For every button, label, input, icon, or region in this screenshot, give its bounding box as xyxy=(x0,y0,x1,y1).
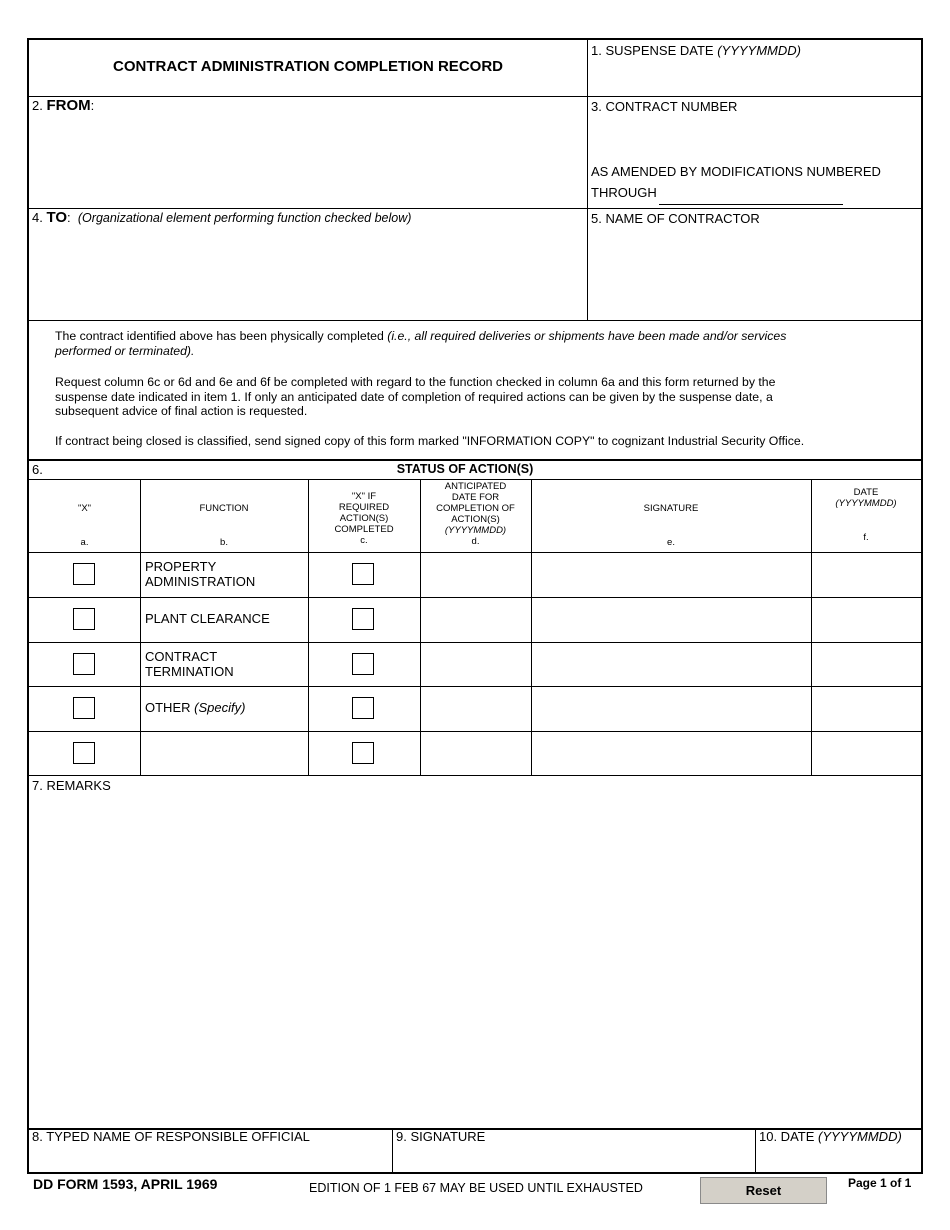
row-1-function-line-2: ADMINISTRATION xyxy=(145,574,256,589)
col-c-header-line-4: COMPLETED xyxy=(334,524,394,535)
form-identifier: DD FORM 1593, APRIL 1969 xyxy=(33,1176,218,1192)
contract-number-field[interactable] xyxy=(588,116,921,160)
amended-by-label: AS AMENDED BY MODIFICATIONS NUMBERED xyxy=(591,164,881,179)
row-1-date-field[interactable] xyxy=(812,553,921,597)
row-2-function-label: PLANT CLEARANCE xyxy=(145,611,270,626)
divider-status-title xyxy=(29,479,921,480)
instruction-paragraph-3: If contract being closed is classified, send signed copy of this form marked "INFORMATION COPY" to cognizant Industrial Security Office. xyxy=(55,434,805,448)
row-1-function-checkbox[interactable] xyxy=(73,563,95,585)
row-1-function-line-1: PROPERTY xyxy=(145,559,217,574)
date-format-hint: (YYYYMMDD) xyxy=(818,1129,902,1144)
divider-row-5 xyxy=(29,775,921,776)
col-f-header-line-2: (YYYYMMDD) xyxy=(835,498,897,509)
remarks-field[interactable] xyxy=(29,796,921,1126)
col-c-header xyxy=(308,491,420,546)
instruction-paragraph-2: Request column 6c or 6d and 6e and 6f be completed with regard to the function checked in column 6a and this form returned by the suspense date indicated in item 1. If only an anticipated date of completion of required actions can be given by the suspense date, a subsequent advice of final action is requested. xyxy=(55,375,776,419)
row-5-function-field[interactable] xyxy=(141,732,308,775)
divider-instructions xyxy=(29,459,921,461)
col-d-header xyxy=(420,481,531,547)
row-4-anticipated-date-field[interactable] xyxy=(421,687,531,731)
row-4-function-checkbox[interactable] xyxy=(73,697,95,719)
row-4-signature-field[interactable] xyxy=(532,687,811,731)
col-e-header: SIGNATURE xyxy=(643,503,699,514)
row-5-date-field[interactable] xyxy=(812,732,921,775)
row-1-completed-checkbox[interactable] xyxy=(352,563,374,585)
col-d-header-line-3: COMPLETION OF xyxy=(436,503,515,514)
contract-number-label: 3. CONTRACT NUMBER xyxy=(591,99,738,114)
col-a-letter: a. xyxy=(80,537,89,548)
date-label xyxy=(759,1129,902,1144)
row-3-function-label xyxy=(145,649,234,679)
instruction-paragraph-1 xyxy=(55,329,815,358)
suspense-date-label-text: 1. SUSPENSE DATE xyxy=(591,43,718,58)
row-2-signature-field[interactable] xyxy=(532,598,811,642)
date-field[interactable] xyxy=(756,1146,921,1174)
official-name-field[interactable] xyxy=(29,1146,392,1174)
row-3-function-checkbox[interactable] xyxy=(73,653,95,675)
instruction-1-italic: (i.e., all required deliveries or shipments have been made and/or services performed or terminated). xyxy=(55,329,787,358)
from-colon: : xyxy=(90,98,95,113)
contractor-name-field[interactable] xyxy=(588,228,921,320)
page-indicator: Page 1 of 1 xyxy=(848,1176,912,1190)
row-3-function-line-1: CONTRACT xyxy=(145,649,218,664)
row-2-function-checkbox[interactable] xyxy=(73,608,95,630)
row-1-function-label xyxy=(145,559,255,589)
suspense-date-field[interactable] xyxy=(588,60,921,96)
suspense-date-format-hint: (YYYYMMDD) xyxy=(717,43,801,58)
col-d-header-line-1: ANTICIPATED xyxy=(444,481,507,492)
row-2-completed-checkbox[interactable] xyxy=(352,608,374,630)
row-3-date-field[interactable] xyxy=(812,643,921,686)
col-f-letter: f. xyxy=(863,532,869,543)
form-title: CONTRACT ADMINISTRATION COMPLETION RECORD xyxy=(113,58,503,75)
col-d-letter: d. xyxy=(471,536,480,547)
col-d-header-line-5: (YYYYMMDD) xyxy=(444,525,507,536)
status-title: STATUS OF ACTION(S) xyxy=(396,462,534,476)
row-5-completed-checkbox[interactable] xyxy=(352,742,374,764)
completion-record-form xyxy=(27,38,923,1174)
from-label xyxy=(32,98,94,113)
edition-note: EDITION OF 1 FEB 67 MAY BE USED UNTIL EXHAUSTED xyxy=(309,1181,643,1195)
col-e-letter: e. xyxy=(667,537,675,548)
col-b-letter: b. xyxy=(220,537,228,548)
row-3-signature-field[interactable] xyxy=(532,643,811,686)
divider-header xyxy=(29,96,921,97)
to-hint: (Organizational element performing function checked below) xyxy=(77,211,412,225)
official-name-label: 8. TYPED NAME OF RESPONSIBLE OFFICIAL xyxy=(32,1129,310,1144)
to-label-text: TO xyxy=(46,209,68,226)
signature-label: 9. SIGNATURE xyxy=(396,1129,486,1144)
col-c-header-line-1: "X" IF xyxy=(351,491,377,502)
row-4-function-text: OTHER xyxy=(145,700,195,715)
to-label xyxy=(32,210,411,226)
row-5-signature-field[interactable] xyxy=(532,732,811,775)
divider-to xyxy=(29,320,921,321)
row-2-date-field[interactable] xyxy=(812,598,921,642)
status-number: 6. xyxy=(32,462,43,477)
date-label-text: 10. DATE xyxy=(759,1129,819,1144)
row-4-completed-checkbox[interactable] xyxy=(352,697,374,719)
col-c-letter: c. xyxy=(360,535,368,546)
signature-field[interactable] xyxy=(393,1146,755,1174)
reset-button[interactable]: Reset xyxy=(700,1177,827,1204)
from-number: 2. xyxy=(32,98,47,113)
suspense-date-label xyxy=(591,43,801,58)
col-a-header: "X" xyxy=(77,503,92,514)
row-3-anticipated-date-field[interactable] xyxy=(421,643,531,686)
through-label: THROUGH xyxy=(591,185,657,200)
col-d-header-line-4: ACTION(S) xyxy=(451,514,500,525)
col-f-header-line-1: DATE xyxy=(853,487,879,498)
instruction-1-text: The contract identified above has been physically completed xyxy=(55,329,388,343)
from-field[interactable] xyxy=(29,116,587,208)
row-1-anticipated-date-field[interactable] xyxy=(421,553,531,597)
col-b-header: FUNCTION xyxy=(199,503,249,514)
remarks-label: 7. REMARKS xyxy=(32,778,111,793)
to-colon: : xyxy=(67,210,71,225)
row-2-anticipated-date-field[interactable] xyxy=(421,598,531,642)
to-field[interactable] xyxy=(29,228,587,320)
row-5-function-checkbox[interactable] xyxy=(73,742,95,764)
through-field[interactable] xyxy=(659,183,843,203)
row-3-completed-checkbox[interactable] xyxy=(352,653,374,675)
through-underline xyxy=(659,204,843,205)
col-c-header-line-2: REQUIRED xyxy=(338,502,390,513)
divider-from xyxy=(29,208,921,209)
row-4-date-field[interactable] xyxy=(812,687,921,731)
col-c-header-line-3: ACTION(S) xyxy=(339,513,389,524)
to-number: 4. xyxy=(32,210,47,225)
from-label-text: FROM xyxy=(46,97,91,114)
col-d-header-line-2: DATE FOR xyxy=(451,492,500,503)
row-4-other-specify-field[interactable] xyxy=(141,687,308,731)
row-3-function-line-2: TERMINATION xyxy=(145,664,234,679)
contractor-name-label: 5. NAME OF CONTRACTOR xyxy=(591,211,760,226)
row-4-function-specify: (Specify) xyxy=(194,700,246,715)
row-1-signature-field[interactable] xyxy=(532,553,811,597)
col-f-header xyxy=(811,487,921,509)
row-5-anticipated-date-field[interactable] xyxy=(421,732,531,775)
